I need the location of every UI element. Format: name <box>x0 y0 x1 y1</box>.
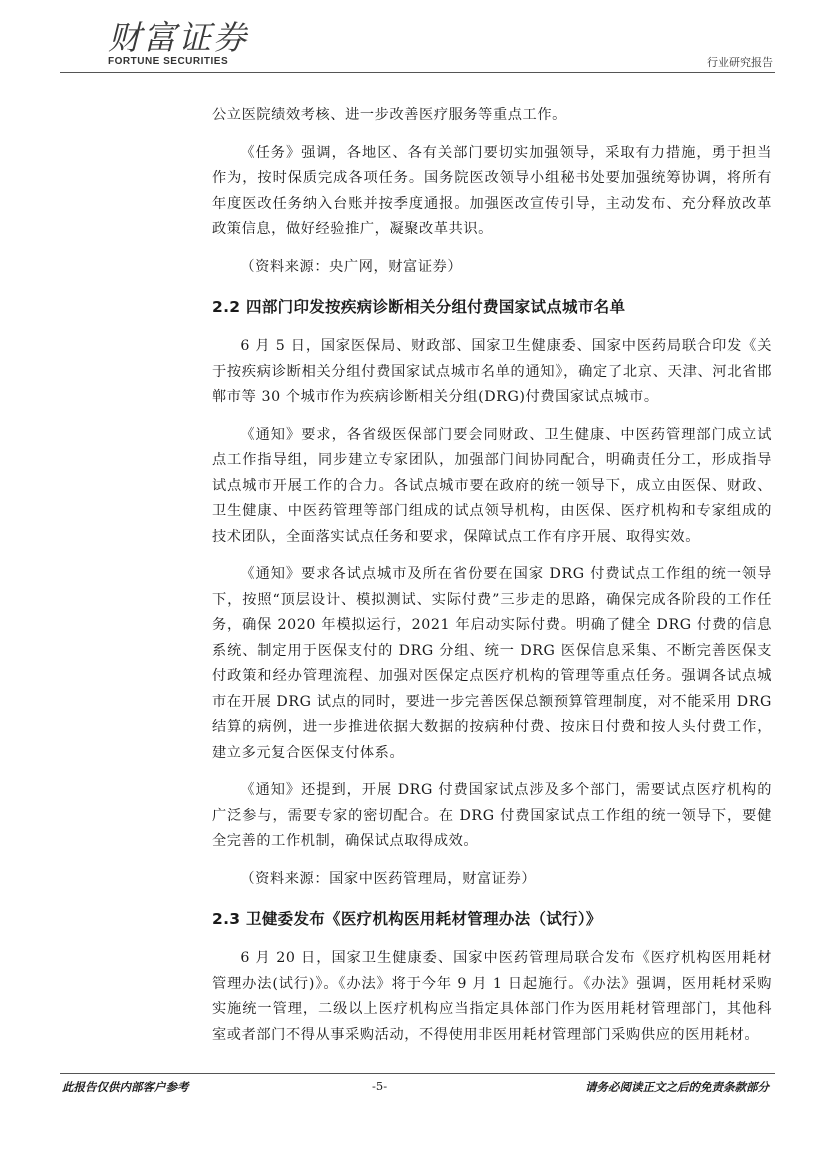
paragraph: 《通知》要求各试点城市及所在省份要在国家 DRG 付费试点工作组的统一领导下，按照“顶层设计、模拟测试、实际付费”三步走的思路，确保完成各阶段的工作任务，确保 2020 年模拟运行，2021 年启动实际付费。明确了健全 DRG 付费的信息系统、制定用于医保支付的 DRG 分组、统一 DRG 医保信息采集、不断完善医保支付政策和经办管理流程、加强对医保定点医疗机构的管理等重点任务。强调各试点城市在开展 DRG 试点的同时，要进一步完善医保总额预算管理制度，对不能采用 DRG 结算的病例，进一步推进依据大数据的按病种付费、按床日付费和按人头付费工作，建立多元复合医保支付体系。 <box>212 566 772 761</box>
page-header <box>60 18 775 74</box>
company-logo-en: FORTUNE SECURITIES <box>108 56 229 67</box>
paragraph: 公立医院绩效考核、进一步改善医疗服务等重点工作。 <box>212 107 567 123</box>
section-heading-2-3: 2.3 卫健委发布《医疗机构医用耗材管理办法（试行）》 <box>212 910 602 928</box>
paragraph: 《通知》还提到，开展 DRG 付费国家试点涉及多个部门，需要试点医疗机构的广泛参与，需要专家的密切配合。在 DRG 付费国家试点工作组的统一领导下，要健全完善的工作机制，确保试点取得成效。 <box>212 782 772 849</box>
source-note: （资料来源：国家中医药管理局，财富证券） <box>240 870 537 887</box>
company-logo-cn: 财富证券 <box>108 18 248 57</box>
paragraph: 《任务》强调，各地区、各有关部门要切实加强领导，采取有力措施，勇于担当作为，按时保质完成各项任务。国务院医改领导小组秘书处要加强统筹协调，将所有年度医改任务纳入台账并按季度通报。加强医改宣传引导，主动发布、充分释放改革政策信息，做好经验推广，凝聚改革共识。 <box>212 144 772 237</box>
footer-disclaimer-right: 请务必阅读正文之后的免责条款部分 <box>585 1080 769 1094</box>
paragraph: 6 月 20 日，国家卫生健康委、国家中医药管理局联合发布《医疗机构医用耗材管理办法(试行)》。《办法》将于今年 9 月 1 日起施行。《办法》强调，医用耗材采购实施统一管理，二级以上医疗机构应当指定具体部门作为医用耗材管理部门，其他科室或者部门不得从事采购活动，不得使用非医用耗材管理部门采购供应的医用耗材。 <box>212 950 772 1043</box>
paragraph: 《通知》要求，各省级医保部门要会同财政、卫生健康、中医药管理部门成立试点工作指导组，同步建立专家团队，加强部门间协同配合，明确责任分工，形成指导试点城市开展工作的合力。各试点城市要在政府的统一领导下，成立由医保、财政、卫生健康、中医药管理等部门组成的试点领导机构，由医保、医疗机构和专家组成的技术团队，全面落实试点任务和要求，保障试点工作有序开展、取得实效。 <box>212 426 772 545</box>
header-divider <box>60 72 775 73</box>
footer-divider <box>60 1073 775 1074</box>
paragraph: 6 月 5 日，国家医保局、财政部、国家卫生健康委、国家中医药局联合印发《关于按疾病诊断相关分组付费国家试点城市名单的通知》，确定了北京、天津、河北省邯郸市等 30 个城市作为疾病诊断相关分组(DRG)付费国家试点城市。 <box>212 338 772 405</box>
source-note: （资料来源：央广网，财富证券） <box>240 258 463 275</box>
page-number: -5- <box>372 1079 388 1093</box>
section-heading-2-2: 2.2 四部门印发按疾病诊断相关分组付费国家试点城市名单 <box>212 298 626 316</box>
main-content <box>212 103 772 1048</box>
report-type-label: 行业研究报告 <box>707 56 773 69</box>
footer-disclaimer-left: 此报告仅供内部客户参考 <box>62 1080 189 1094</box>
